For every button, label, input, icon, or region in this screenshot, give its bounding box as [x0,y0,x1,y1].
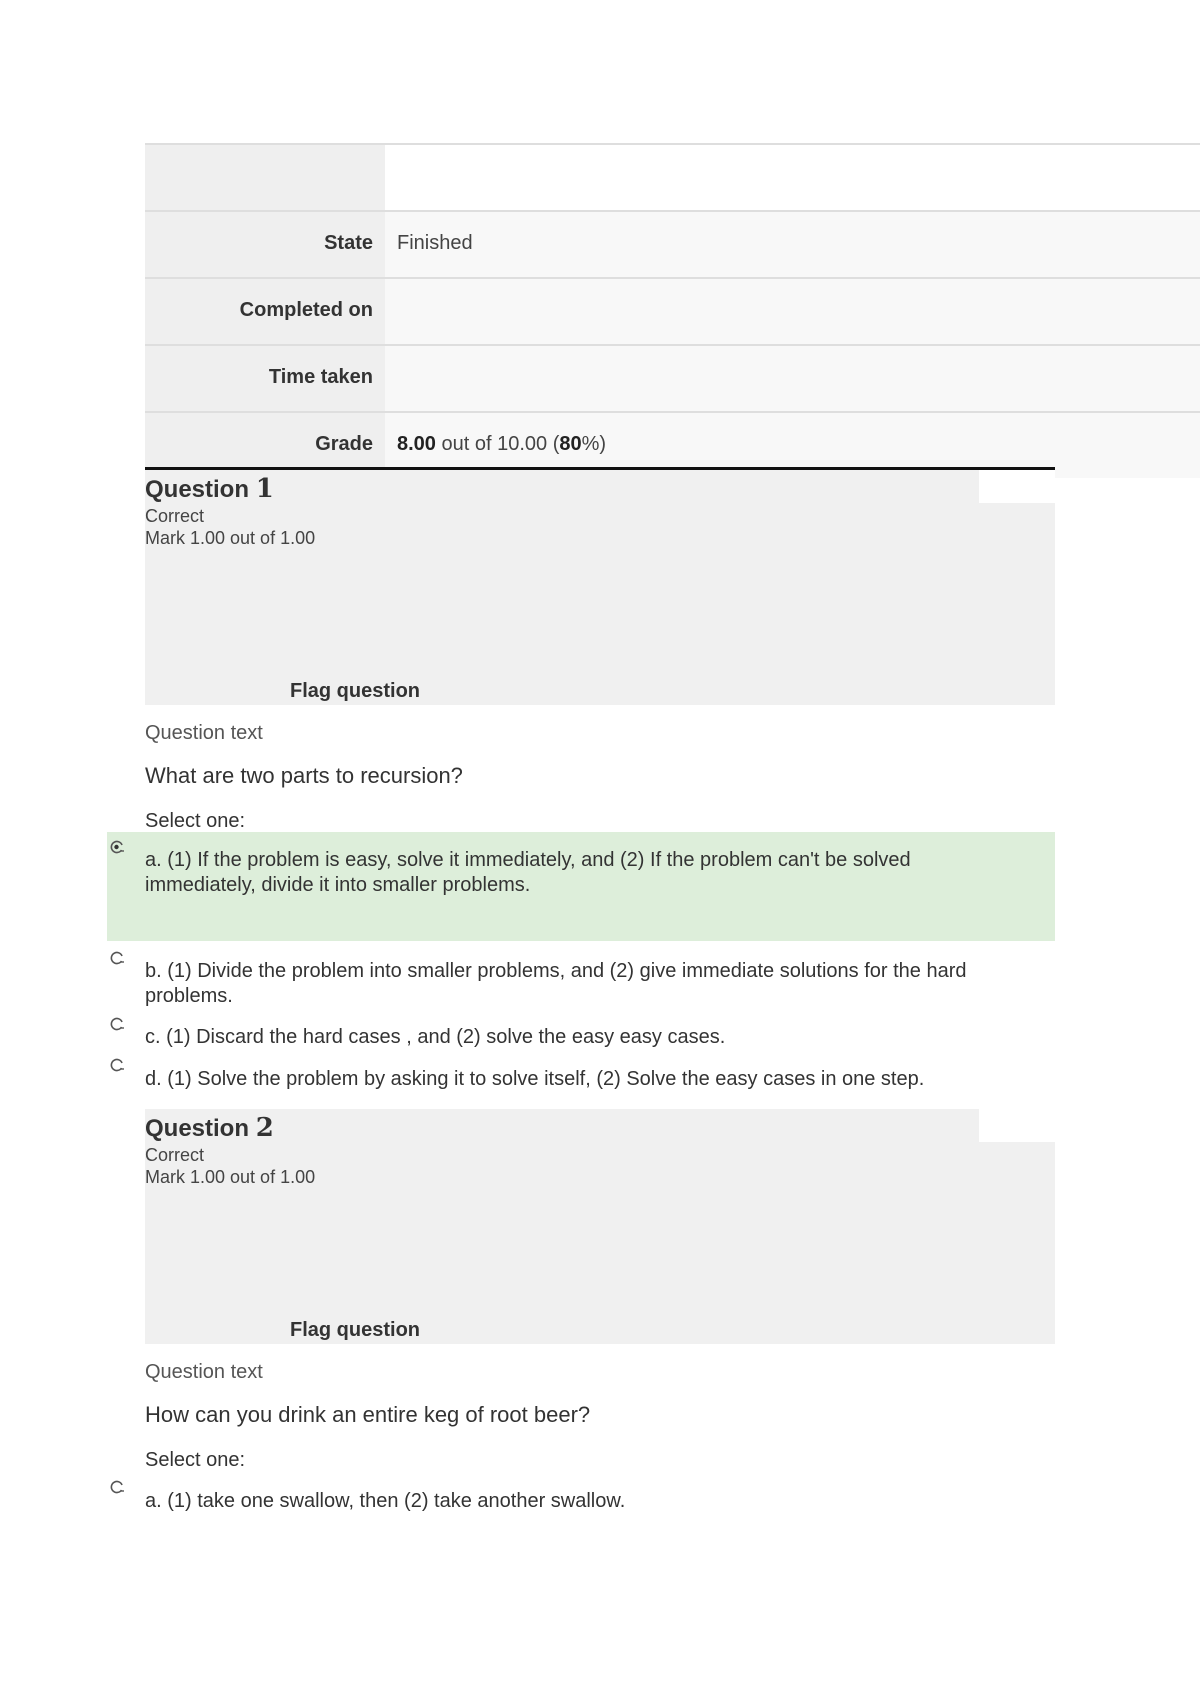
radio-unselected-icon[interactable] [110,1480,124,1494]
summary-header-value [385,145,1200,210]
question-1-mark: Mark 1.00 out of 1.00 [145,528,316,548]
question-1-text: What are two parts to recursion? [145,763,463,788]
time-taken-value [385,346,1200,411]
question-1-answer-c[interactable] [107,1012,1055,1048]
question-1-answer-d-text: d. (1) Solve the problem by asking it to solve itself, (2) Solve the easy cases in one step. [145,1068,925,1090]
grade-label: Grade [145,413,385,478]
summary-row-time [145,344,1200,411]
completed-on-label: Completed on [145,279,385,344]
question-2-answer-a-text: a. (1) take one swallow, then (2) take another swallow. [145,1490,626,1512]
question-2-state: Correct [145,1145,205,1165]
grade-mid: out of 10.00 ( [435,433,560,455]
summary-header-cell [145,145,385,210]
question-1-answer-c-text: c. (1) Discard the hard cases , and (2) solve the easy easy cases. [145,1026,726,1048]
time-taken-label: Time taken [145,346,385,411]
summary-row-state [145,210,1200,277]
completed-on-value [385,279,1200,344]
question-1-text-label: Question text [145,722,263,744]
question-1-answer-a[interactable] [107,832,1055,941]
question-1-answer-d[interactable] [107,1053,1055,1089]
question-1-number: 1 [255,474,274,504]
radio-unselected-icon[interactable] [110,1058,124,1072]
summary-row-completed [145,277,1200,344]
radio-unselected-icon[interactable] [110,1017,124,1031]
question-2-flag-button[interactable]: Flag question [290,1319,420,1341]
attempt-summary-table [145,143,1200,478]
question-1-title: Question 1 [145,474,274,504]
question-1-answer-b[interactable] [107,945,1055,1005]
grade-score: 8.00 [397,433,436,455]
question-1-info [145,470,1055,705]
state-label: State [145,212,385,277]
grade-percent: 80 [559,433,582,455]
question-2-mark: Mark 1.00 out of 1.00 [145,1167,316,1187]
question-2-info [145,1109,1055,1344]
question-1-flag-button[interactable]: Flag question [290,680,420,702]
grade-end: %) [581,433,607,455]
question-2-select-one: Select one: [145,1449,246,1471]
question-2-title: Question 2 [145,1113,274,1143]
question-2-answer-a[interactable] [107,1480,1055,1516]
question-2-number: 2 [255,1113,274,1143]
question-2-text: How can you drink an entire keg of root beer? [145,1402,591,1427]
question-1-answer-b-text: b. (1) Divide the problem into smaller problems, and (2) give immediate solutions for the hard problems. [145,960,967,1007]
state-value: Finished [385,212,1200,277]
question-2-text-label: Question text [145,1361,263,1383]
radio-unselected-icon[interactable] [110,951,124,965]
summary-row-header [145,143,1200,210]
radio-selected-icon[interactable] [110,840,124,854]
question-1-select-one: Select one: [145,810,246,832]
question-1-answer-a-text: a. (1) If the problem is easy, solve it immediately, and (2) If the problem can't be solved immediately, divide it into smaller problems. [145,849,911,896]
question-1-state: Correct [145,506,205,526]
